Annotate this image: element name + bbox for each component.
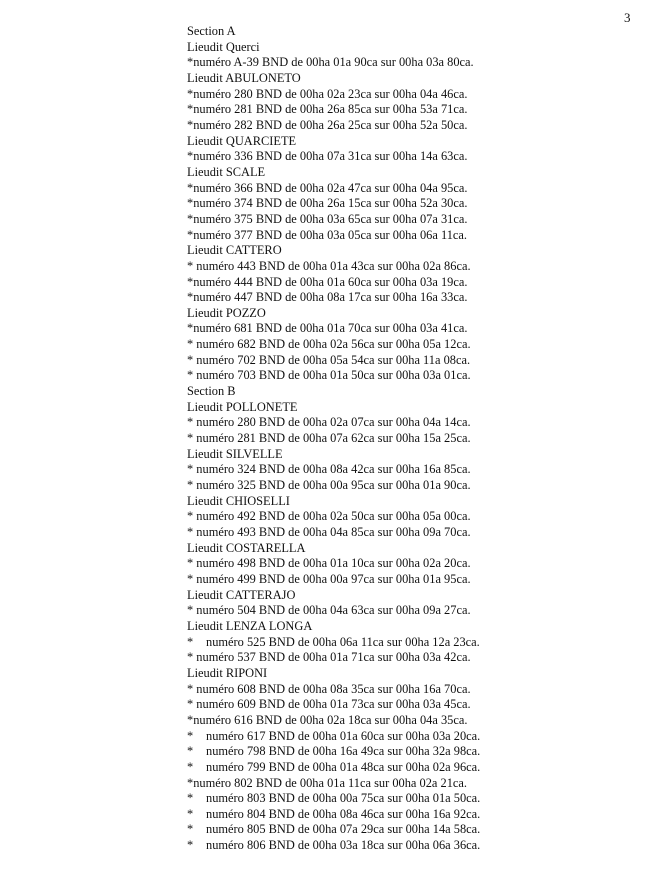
parcel-entry-text: numéro 336 BND de 00ha 07a 31ca sur 00ha 14a 63ca. [193,149,468,164]
parcel-entry [187,650,657,666]
parcel-entry [187,149,657,165]
asterisk-bullet: * [187,352,197,367]
parcel-entry-text: numéro 492 BND de 00ha 02a 50ca sur 00ha 05a 00ca. [196,509,471,524]
asterisk-bullet: * [187,650,197,665]
asterisk-bullet: * [187,462,197,477]
parcel-entry-text: numéro 377 BND de 00ha 03a 05ca sur 00ha 06a 11ca. [193,227,467,242]
parcel-entry-text: numéro 803 BND de 00ha 00a 75ca sur 00ha 01a 50ca. [206,791,481,806]
parcel-entry [187,415,657,431]
asterisk-bullet: * [187,211,194,226]
asterisk-bullet: * [187,634,194,649]
parcel-entry [187,603,657,619]
asterisk-bullet: * [187,196,194,211]
parcel-entry [187,776,657,792]
parcel-entry-text: numéro 798 BND de 00ha 16a 49ca sur 00ha 32a 98ca. [206,744,481,759]
asterisk-bullet: * [187,728,194,743]
page-number: 3 [624,10,631,25]
lieudit-heading: Lieudit SILVELLE [187,446,283,461]
section-heading: Section B [187,384,236,399]
parcel-entry-text: numéro 444 BND de 00ha 01a 60ca sur 00ha 03a 19ca. [193,274,468,289]
parcel-entry [187,572,657,588]
parcel-entry-text: numéro 375 BND de 00ha 03a 65ca sur 00ha 07a 31ca. [193,211,468,226]
lieudit-heading: Lieudit CHIOSELLI [187,493,290,508]
parcel-entry-text: numéro 498 BND de 00ha 01a 10ca sur 00ha 02a 20ca. [196,556,471,571]
parcel-entry-text: numéro 280 BND de 00ha 02a 07ca sur 00ha 04a 14ca. [196,415,471,430]
parcel-entry-text: numéro 682 BND de 00ha 02a 56ca sur 00ha 05a 12ca. [196,337,471,352]
asterisk-bullet: * [187,55,194,70]
asterisk-bullet: * [187,806,194,821]
asterisk-bullet: * [187,227,194,242]
asterisk-bullet: * [187,791,194,806]
parcel-entry-text: numéro 616 BND de 00ha 02a 18ca sur 00ha 04a 35ca. [193,712,468,727]
parcel-entry [187,697,657,713]
parcel-list [187,24,657,854]
parcel-entry [187,321,657,337]
parcel-entry-text: numéro 281 BND de 00ha 26a 85ca sur 00ha 53a 71ca. [193,102,468,117]
asterisk-bullet: * [187,102,194,117]
parcel-entry [187,118,657,134]
asterisk-bullet: * [187,368,197,383]
asterisk-bullet: * [187,180,194,195]
parcel-entry-text: numéro 799 BND de 00ha 01a 48ca sur 00ha 02a 96ca. [206,759,481,774]
parcel-entry [187,353,657,369]
parcel-entry-text: numéro 281 BND de 00ha 07a 62ca sur 00ha 15a 25ca. [196,431,471,446]
lieudit-heading: Lieudit CATTERO [187,243,282,258]
asterisk-bullet: * [187,759,194,774]
parcel-entry [187,556,657,572]
lieudit-heading: Lieudit QUARCIETE [187,133,297,148]
parcel-entry-text: numéro 374 BND de 00ha 26a 15ca sur 00ha 52a 30ca. [193,196,468,211]
parcel-entry-text: numéro 366 BND de 00ha 02a 47ca sur 00ha 04a 95ca. [193,180,468,195]
parcel-entry-text: numéro 802 BND de 00ha 01a 11ca sur 00ha 02a 21ca. [193,775,467,790]
asterisk-bullet: * [187,744,194,759]
parcel-entry [187,682,657,698]
parcel-entry [187,509,657,525]
parcel-entry-text: numéro 499 BND de 00ha 00a 97ca sur 00ha 01a 95ca. [196,571,471,586]
asterisk-bullet: * [187,775,194,790]
parcel-entry [187,102,657,118]
section-heading: Section A [187,24,236,38]
parcel-entry-text: numéro 525 BND de 00ha 06a 11ca sur 00ha 12a 23ca. [206,634,480,649]
lieudit-heading: Lieudit RIPONI [187,665,268,680]
parcel-entry-text: numéro 504 BND de 00ha 04a 63ca sur 00ha 09a 27ca. [196,603,471,618]
parcel-entry-text: numéro 609 BND de 00ha 01a 73ca sur 00ha 03a 45ca. [196,697,471,712]
parcel-entry [187,713,657,729]
asterisk-bullet: * [187,822,194,837]
asterisk-bullet: * [187,149,194,164]
lieudit-heading: Lieudit POZZO [187,305,266,320]
asterisk-bullet: * [187,415,197,430]
parcel-entry [187,729,657,745]
parcel-entry [187,228,657,244]
parcel-entry-text: numéro 617 BND de 00ha 01a 60ca sur 00ha 03a 20ca. [206,728,481,743]
parcel-entry [187,368,657,384]
parcel-entry [187,525,657,541]
parcel-entry [187,196,657,212]
asterisk-bullet: * [187,556,197,571]
parcel-entry [187,838,657,854]
parcel-entry-text: numéro 806 BND de 00ha 03a 18ca sur 00ha 06a 36ca. [206,838,481,853]
asterisk-bullet: * [187,681,197,696]
asterisk-bullet: * [187,321,194,336]
parcel-entry-text: numéro 703 BND de 00ha 01a 50ca sur 00ha 03a 01ca. [196,368,471,383]
parcel-entry-text: numéro 681 BND de 00ha 01a 70ca sur 00ha 03a 41ca. [193,321,468,336]
lieudit-heading: Lieudit POLLONETE [187,399,298,414]
asterisk-bullet: * [187,697,197,712]
asterisk-bullet: * [187,258,197,273]
parcel-entry-text: numéro 325 BND de 00ha 00a 95ca sur 00ha 01a 90ca. [196,478,471,493]
asterisk-bullet: * [187,603,197,618]
lieudit-heading: Lieudit ABULONETO [187,70,301,85]
parcel-entry-text: numéro 804 BND de 00ha 08a 46ca sur 00ha 16a 92ca. [206,806,481,821]
parcel-entry-text: numéro 447 BND de 00ha 08a 17ca sur 00ha 16a 33ca. [193,290,468,305]
parcel-entry-text: numéro 282 BND de 00ha 26a 25ca sur 00ha 52a 50ca. [193,117,468,132]
asterisk-bullet: * [187,838,194,853]
parcel-entry [187,760,657,776]
parcel-entry-text: numéro 608 BND de 00ha 08a 35ca sur 00ha 16a 70ca. [196,681,471,696]
lieudit-heading: Lieudit CATTERAJO [187,587,296,602]
asterisk-bullet: * [187,525,197,539]
parcel-entry [187,462,657,478]
parcel-entry [187,87,657,103]
asterisk-bullet: * [187,86,194,101]
parcel-entry [187,822,657,838]
asterisk-bullet: * [187,431,197,446]
lieudit-heading: Lieudit LENZA LONGA [187,618,313,633]
parcel-entry-text: numéro 702 BND de 00ha 05a 54ca sur 00ha 11a 08ca. [196,352,471,367]
asterisk-bullet: * [187,274,194,289]
parcel-entry-text: numéro 280 BND de 00ha 02a 23ca sur 00ha 04a 46ca. [193,86,468,101]
asterisk-bullet: * [187,712,194,727]
asterisk-bullet: * [187,290,194,305]
lieudit-heading: Lieudit Querci [187,39,260,54]
parcel-entry [187,55,657,71]
parcel-entry [187,807,657,823]
parcel-entry [187,212,657,228]
asterisk-bullet: * [187,117,194,132]
parcel-entry-text: numéro 805 BND de 00ha 07a 29ca sur 00ha 14a 58ca. [206,822,481,837]
lieudit-heading: Lieudit COSTARELLA [187,540,306,555]
parcel-entry [187,290,657,306]
parcel-entry [187,791,657,807]
parcel-entry [187,259,657,275]
parcel-entry [187,337,657,353]
asterisk-bullet: * [187,509,197,524]
asterisk-bullet: * [187,571,197,586]
asterisk-bullet: * [187,478,197,493]
lieudit-heading: Lieudit SCALE [187,164,266,179]
parcel-entry [187,635,657,651]
parcel-entry [187,744,657,760]
parcel-entry-text: numéro 324 BND de 00ha 08a 42ca sur 00ha 16a 85ca. [196,462,471,477]
parcel-entry-text: numéro 443 BND de 00ha 01a 43ca sur 00ha 02a 86ca. [196,258,471,273]
parcel-entry [187,478,657,494]
parcel-entry-text: numéro A-39 BND de 00ha 01a 90ca sur 00ha 03a 80ca. [193,55,474,70]
asterisk-bullet: * [187,337,197,352]
parcel-entry-text: numéro 493 BND de 00ha 04a 85ca sur 00ha 09a 70ca. [196,525,471,539]
parcel-entry [187,181,657,197]
parcel-entry [187,275,657,291]
parcel-entry [187,431,657,447]
parcel-entry-text: numéro 537 BND de 00ha 01a 71ca sur 00ha 03a 42ca. [196,650,471,665]
